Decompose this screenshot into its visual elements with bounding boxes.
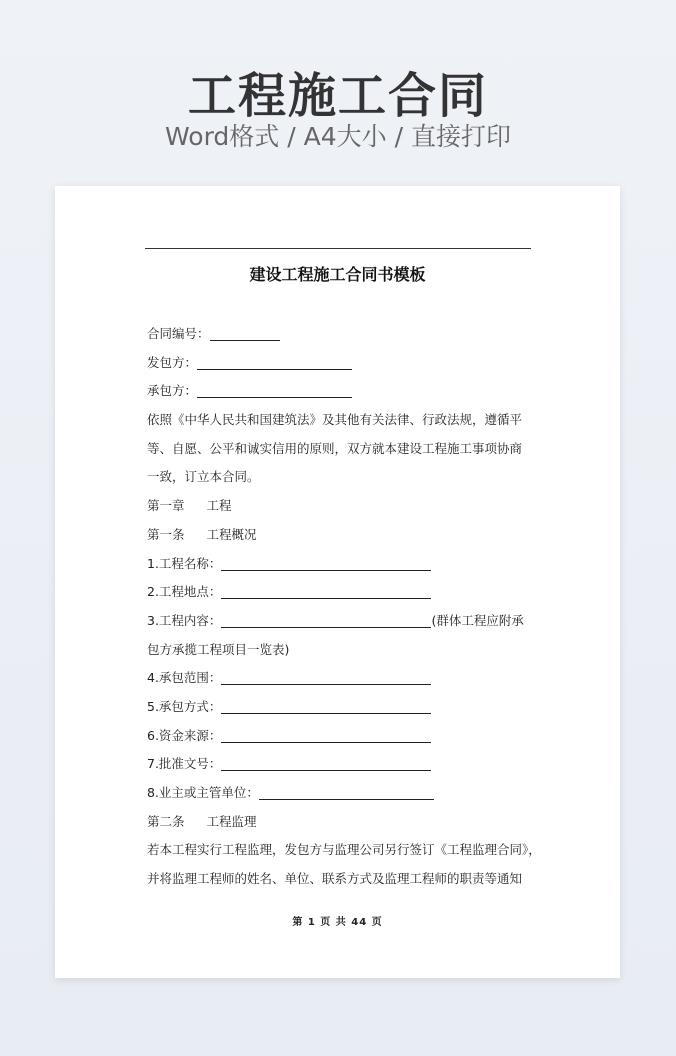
article-title: 工程概况 xyxy=(206,526,257,542)
field-label: 7.批准文号： xyxy=(147,756,222,772)
field-label: 2.工程地点： xyxy=(147,584,222,600)
field-label: 3.工程内容： xyxy=(147,612,222,628)
banner-subtitle: Word格式 / A4大小 / 直接打印 xyxy=(165,122,511,151)
field-blank xyxy=(221,612,431,628)
field-line xyxy=(147,607,542,636)
field-blank xyxy=(221,555,431,571)
field-note: (群体工程应附承 xyxy=(431,612,524,628)
contract-number-blank xyxy=(210,325,280,341)
party-b-line xyxy=(147,377,542,406)
field-note-continued: 包方承揽工程项目一览表) xyxy=(147,641,290,657)
party-a-label: 发包方： xyxy=(147,354,198,370)
party-a-blank xyxy=(197,354,352,370)
page-footer: 第 1 页 共 44 页 xyxy=(292,917,383,928)
field-label: 4.承包范围： xyxy=(147,670,222,686)
field-label: 1.工程名称： xyxy=(147,555,222,571)
field-blank xyxy=(221,727,431,743)
header-rule xyxy=(145,248,531,249)
field-line xyxy=(147,750,542,779)
document-page xyxy=(55,186,620,978)
field-label: 8.业主或主管单位： xyxy=(147,785,259,800)
document-body xyxy=(147,320,542,894)
article-title: 工程监理 xyxy=(206,813,257,829)
field-blank xyxy=(221,755,431,771)
contract-number-line xyxy=(147,320,542,349)
article-number: 第一条 xyxy=(147,526,185,542)
article-number: 第二条 xyxy=(147,813,185,829)
field-blank xyxy=(221,669,431,685)
party-b-blank xyxy=(197,382,352,398)
article-heading xyxy=(147,808,542,837)
supervision-line: 并将监理工程师的姓名、单位、联系方式及监理工程师的职责等通知 xyxy=(147,871,523,887)
field-line xyxy=(147,664,542,693)
party-a-line xyxy=(147,349,542,378)
chapter-title: 工程 xyxy=(206,498,232,514)
chapter-heading xyxy=(147,492,542,521)
banner-title: 工程施工合同 xyxy=(187,68,488,124)
field-blank xyxy=(259,784,434,800)
intro-line: 等、自愿、公平和诚实信用的原则，双方就本建设工程施工事项协商 xyxy=(147,440,523,456)
document-title: 建设工程施工合同书模板 xyxy=(249,265,426,284)
field-blank xyxy=(221,698,431,714)
field-label: 6.资金来源： xyxy=(147,727,222,743)
field-line xyxy=(147,550,542,579)
field-line xyxy=(147,693,542,722)
field-label: 5.承包方式： xyxy=(147,698,222,714)
chapter-number: 第一章 xyxy=(147,498,185,514)
party-b-label: 承包方： xyxy=(147,383,198,399)
intro-line: 一致，订立本合同。 xyxy=(147,469,260,485)
field-blank xyxy=(221,583,431,599)
field-line xyxy=(147,722,542,751)
supervision-line: 若本工程实行工程监理，发包方与监理公司另行签订《工程监理合同》， xyxy=(147,842,541,858)
contract-number-label: 合同编号： xyxy=(147,326,210,341)
article-heading xyxy=(147,521,542,550)
field-line xyxy=(147,578,542,607)
intro-line: 依照《中华人民共和国建筑法》及其他有关法律、行政法规，遵循平 xyxy=(147,412,523,428)
field-line xyxy=(147,779,542,808)
